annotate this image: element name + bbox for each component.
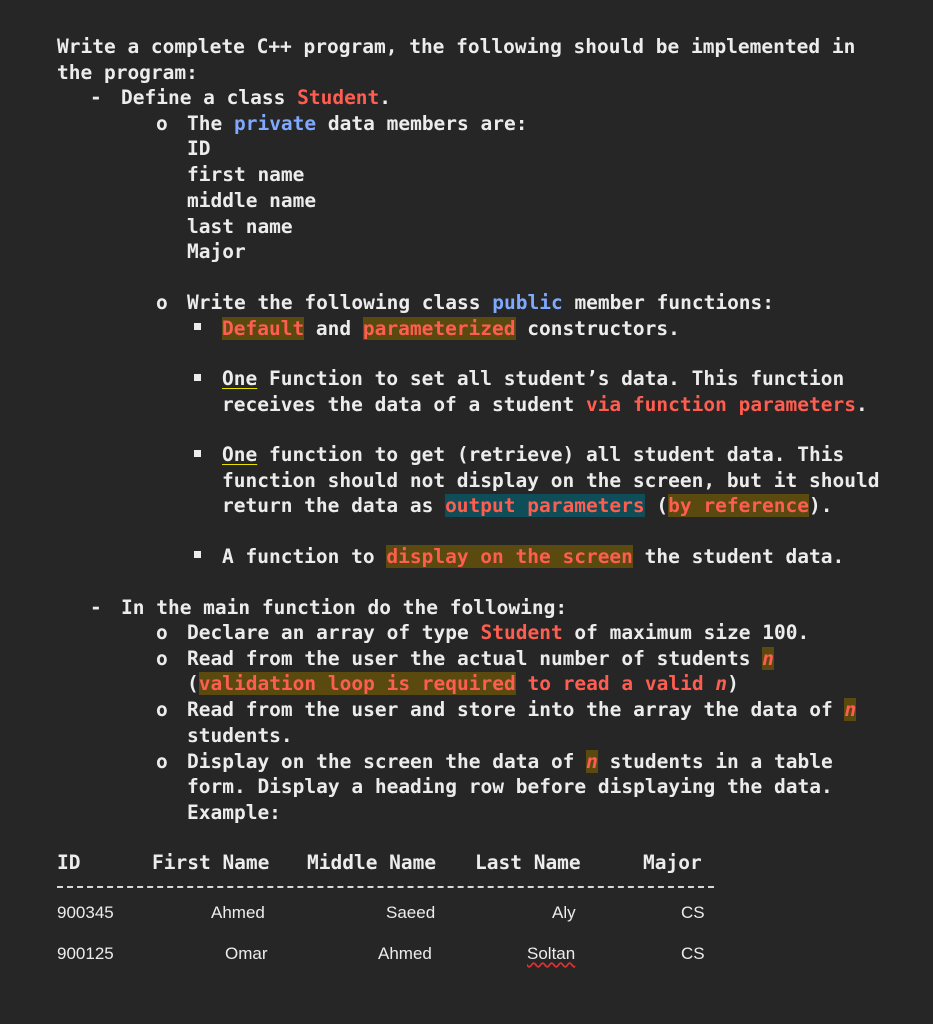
square-bullet [194,374,201,381]
table-cell: Omar [225,944,268,963]
member-first-name: first name [187,163,305,186]
student-type: Student [480,621,563,644]
one-term: One [222,443,258,466]
table-cell: 900125 [57,944,114,963]
dash-bullet: - [90,596,102,619]
setter-line-2: receives the data of a student via function parameters. [222,393,868,416]
circle-bullet: o [156,112,168,135]
table-cell: CS [681,944,705,963]
n-var: n [762,647,775,670]
circle-bullet: o [156,698,168,721]
n-var: n [715,672,728,695]
default-term: Default [222,317,305,340]
class-def-line: Define a class Student. [121,86,392,109]
table-divider [57,886,714,888]
member-major: Major [187,240,246,263]
table-cell: CS [681,903,705,922]
public-keyword: public [492,291,563,314]
circle-bullet: o [156,621,168,644]
table-header-first-name: First Name [152,851,270,874]
display-fn-line: A function to display on the screen the student data. [222,545,845,568]
main-step-2-line-1: Read from the user the actual number of students n [187,647,775,670]
table-cell: Aly [552,903,576,922]
validation-term: validation loop is required [198,672,516,695]
table-cell: Ahmed [378,944,432,963]
circle-bullet: o [156,750,168,773]
n-var: n [586,750,598,773]
member-id: ID [187,137,211,160]
getter-line-2: function should not display on the screen, but it should [222,469,880,492]
member-last-name: last name [187,215,293,238]
square-bullet [194,450,201,457]
table-header-last-name: Last Name [475,851,581,874]
getter-line-1: One function to get (retrieve) all student data. This [222,443,845,466]
table-cell: Soltan [527,944,576,963]
table-header-middle-name: Middle Name [307,851,437,874]
table-cell: 900345 [57,903,114,922]
main-step-2-line-2: (validation loop is required to read a valid n) [187,672,739,695]
n-var: n [844,698,857,721]
square-bullet [194,323,201,330]
one-term: One [222,367,258,390]
table-cell: Saeed [386,903,436,922]
table-header-id: ID [57,851,81,874]
parameterized-term: parameterized [362,317,516,340]
main-step-3-line-2: students. [187,724,293,747]
circle-bullet: o [156,647,168,670]
private-keyword: private [233,112,317,135]
private-line: The private data members are: [187,112,528,135]
main-step-4-line-1: Display on the screen the data of n students in a table [187,750,833,773]
intro-line-1: Write a complete C++ program, the following should be implemented in [57,35,856,58]
class-name: Student [297,86,380,109]
table-cell: Ahmed [211,903,265,922]
main-step-1: Declare an array of type Student of maximum size 100. [187,621,810,644]
public-line: Write the following class public member functions: [187,291,775,314]
getter-line-3: return the data as output parameters (by reference). [222,494,833,517]
member-middle-name: middle name [187,189,317,212]
circle-bullet: o [156,291,168,314]
by-reference-term: by reference [668,494,810,517]
via-params-term: via function parameters [585,393,856,416]
display-screen-term: display on the screen [386,545,633,568]
main-step-4-line-2: form. Display a heading row before displaying the data. [187,775,833,798]
setter-line-1: One Function to set all student’s data. This function [222,367,845,390]
output-params-term: output parameters [445,494,645,517]
main-step-4-line-3: Example: [187,801,281,824]
constructors-line: Default and parameterized constructors. [222,317,680,340]
main-step-3-line-1: Read from the user and store into the array the data of n [187,698,857,721]
square-bullet [194,551,201,558]
table-header-major: Major [643,851,702,874]
main-title: In the main function do the following: [121,596,568,619]
dash-bullet: - [90,86,102,109]
intro-line-2: the program: [57,61,198,84]
